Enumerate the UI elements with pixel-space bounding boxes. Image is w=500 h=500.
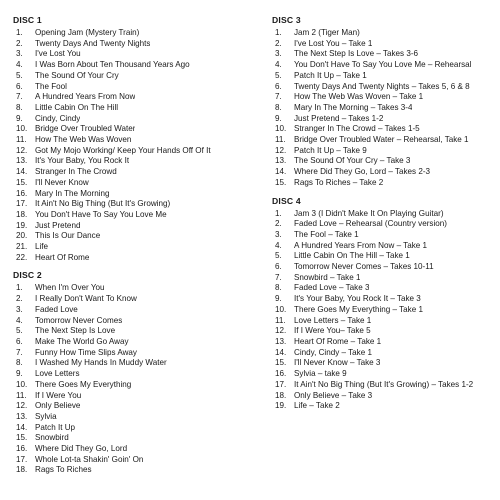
track-title: Faded Love – Take 3 [294,283,370,293]
track-title: Little Cabin On The Hill – Take 1 [294,251,410,261]
track-row [13,391,258,402]
disc-3-tracklist [272,28,500,189]
track-number: 21. [16,242,28,252]
track-row [13,337,258,348]
track-number: 15. [16,433,28,443]
track-number: 17. [16,199,28,209]
track-row [272,358,500,369]
track-row [272,262,500,273]
track-row [272,273,500,284]
track-title: Only Believe – Take 3 [294,390,373,400]
track-row [13,60,258,71]
track-number: 1. [16,28,23,37]
track-title: Where Did They Go, Lord – Takes 2-3 [294,167,431,177]
track-row [272,146,500,157]
track-number: 14. [16,422,28,432]
disc-3-section [272,15,500,189]
track-row [272,60,500,71]
track-row [13,423,258,434]
track-row [13,82,258,93]
track-number: 8. [16,102,23,112]
track-number: 17. [16,454,28,464]
track-row [13,444,258,455]
track-number: 14. [275,347,287,357]
track-title: Tomorrow Never Comes [35,315,123,325]
track-title: Patch It Up – Take 9 [294,145,367,155]
track-number: 3. [275,49,282,59]
track-row [272,39,500,50]
track-row [272,82,500,93]
track-number: 9. [275,113,282,123]
track-row [272,219,500,230]
track-number: 9. [16,369,23,379]
track-row [13,124,258,135]
track-title: Sylvia [35,411,57,421]
track-title: Bridge Over Troubled Water – Rehearsal, Take 1 [294,135,469,145]
track-row [13,167,258,178]
track-title: I'll Never Know [35,177,89,187]
right-column [272,15,500,419]
track-title: Patch It Up – Take 1 [294,70,367,80]
track-title: Rags To Riches [35,465,92,475]
track-number: 15. [16,177,28,187]
track-row [272,124,500,135]
track-row [272,209,500,220]
track-number: 6. [275,262,282,272]
track-row [13,178,258,189]
track-row [272,156,500,167]
disc-4-tracklist [272,209,500,412]
track-number: 9. [16,113,23,123]
track-title: Stranger In The Crowd – Takes 1-5 [294,124,420,134]
track-title: Only Believe [35,401,81,411]
track-title: You Don't Have To Say You Love Me – Rehearsal [294,60,472,70]
track-title: Just Pretend [35,220,81,230]
track-number: 15. [275,177,287,187]
track-title: You Don't Have To Say You Love Me [35,209,167,219]
track-number: 18. [16,465,28,475]
track-row [13,231,258,242]
track-row [13,316,258,327]
track-number: 11. [275,135,286,145]
track-title: Make The World Go Away [35,336,129,346]
disc-4-title: DISC 4 [272,195,301,206]
track-title: There Goes My Everything – Take 1 [294,304,423,314]
disc-1-tracklist [13,28,258,263]
track-number: 18. [16,209,28,219]
track-number: 3. [16,49,23,59]
track-title: Whole Lot-ta Shakin' Goin' On [35,454,144,464]
track-number: 7. [275,272,282,282]
track-title: The Sound Of Your Cry [35,70,119,80]
track-number: 18. [275,390,287,400]
track-title: Love Letters – Take 1 [294,315,372,325]
track-title: I'll Never Know – Take 3 [294,358,381,368]
track-number: 16. [16,444,28,454]
track-title: I Really Don't Want To Know [35,294,137,304]
track-title: I Washed My Hands In Muddy Water [35,358,167,368]
track-number: 15. [275,358,287,368]
track-title: Jam 3 (I Didn't Make It On Playing Guitar) [294,208,444,218]
track-number: 9. [275,294,282,304]
track-number: 10. [275,124,287,134]
track-title: Where Did They Go, Lord [35,444,128,454]
track-title: The Fool [35,81,67,91]
track-row [13,221,258,232]
track-title: Patch It Up [35,422,76,432]
disc-1-section [13,15,258,263]
track-title: Snowbird [35,433,69,443]
track-title: It Ain't No Big Thing (But It's Growing) – Takes 1-2 [294,379,474,389]
track-title: When I'm Over You [35,283,105,293]
track-title: The Next Step Is Love – Takes 3-6 [294,49,419,59]
track-title: Cindy, Cindy [35,113,81,123]
track-row [272,348,500,359]
track-row [13,401,258,412]
disc-3-title: DISC 3 [272,15,301,25]
track-row [13,189,258,200]
track-number: 10. [16,124,28,134]
track-number: 16. [275,369,287,379]
track-title: Opening Jam (Mystery Train) [35,28,140,37]
track-row [13,455,258,466]
track-number: 2. [16,294,23,304]
disc-4-section [272,196,500,412]
track-number: 13. [275,156,287,166]
track-number: 8. [275,283,282,293]
track-row [272,283,500,294]
track-row [272,337,500,348]
track-number: 8. [275,102,282,112]
track-row [272,103,500,114]
track-row [13,156,258,167]
track-row [13,49,258,60]
disc-2-title: DISC 2 [13,270,42,281]
track-number: 5. [16,326,23,336]
track-title: Got My Mojo Working/ Keep Your Hands Off Of It [35,145,211,155]
track-number: 13. [16,411,28,421]
track-row [272,92,500,103]
track-row [13,92,258,103]
track-number: 12. [275,326,287,336]
track-row [272,178,500,189]
track-row [272,380,500,391]
track-row [272,326,500,337]
track-number: 10. [275,304,287,314]
track-title: Little Cabin On The Hill [35,102,119,112]
track-number: 13. [16,156,28,166]
track-title: It's Your Baby, You Rock It – Take 3 [294,294,421,304]
track-title: The Next Step Is Love [35,326,116,336]
track-number: 4. [16,60,23,70]
track-number: 5. [16,70,23,80]
track-title: I Was Born About Ten Thousand Years Ago [35,60,190,70]
track-row [13,348,258,359]
track-title: Tomorrow Never Comes – Takes 10-11 [294,262,434,272]
track-title: A Hundred Years From Now – Take 1 [294,240,428,250]
track-number: 14. [275,167,287,177]
track-number: 1. [275,208,282,218]
disc-2-section [13,270,258,476]
track-title: Rags To Riches – Take 2 [294,177,384,187]
track-title: Mary In The Morning [35,188,110,198]
track-title: Funny How Time Slips Away [35,347,137,357]
track-number: 19. [16,220,28,230]
track-number: 22. [16,252,28,262]
track-title: If I Were You– Take 5 [294,326,371,336]
track-row [272,369,500,380]
track-title: Just Pretend – Takes 1-2 [294,113,384,123]
track-row [13,358,258,369]
track-title: Stranger In The Crowd [35,167,117,177]
track-title: Snowbird – Take 1 [294,272,361,282]
track-number: 17. [275,379,287,389]
track-row [272,167,500,178]
track-row [13,433,258,444]
track-row [272,49,500,60]
track-title: I've Lost You – Take 1 [294,38,373,48]
track-row [272,71,500,82]
track-row [13,326,258,337]
track-title: Twenty Days And Twenty Nights [35,38,151,48]
track-number: 12. [16,145,28,155]
track-row [13,465,258,476]
track-title: Life [35,242,49,252]
track-number: 5. [275,251,282,261]
track-number: 12. [16,401,28,411]
track-title: Mary In The Morning – Takes 3-4 [294,102,413,112]
track-title: Twenty Days And Twenty Nights – Takes 5, 6 & 8 [294,81,470,91]
disc-1-title: DISC 1 [13,15,42,25]
track-number: 11. [16,135,27,145]
track-number: 4. [275,60,282,70]
track-number: 8. [16,358,23,368]
track-title: Heart Of Rome [35,252,90,262]
track-row [272,294,500,305]
track-row [272,316,500,327]
track-row [13,253,258,264]
track-row [272,401,500,412]
track-title: The Fool – Take 1 [294,229,359,239]
track-number: 20. [16,231,28,241]
track-title: Love Letters [35,369,80,379]
track-number: 6. [16,81,23,91]
track-number: 6. [275,81,282,91]
track-row [13,242,258,253]
track-title: Bridge Over Troubled Water [35,124,136,134]
track-row [13,146,258,157]
track-number: 16. [16,188,28,198]
track-row [272,230,500,241]
track-title: If I Were You [35,390,82,400]
track-number: 7. [16,92,23,102]
track-row [272,114,500,125]
track-title: Jam 2 (Tiger Man) [294,28,360,37]
track-title: A Hundred Years From Now [35,92,136,102]
track-row [13,135,258,146]
track-number: 3. [16,304,23,314]
track-row [13,380,258,391]
track-title: This Is Our Dance [35,231,101,241]
track-number: 7. [275,92,282,102]
track-row [13,39,258,50]
track-number: 4. [16,315,23,325]
track-row [272,251,500,262]
track-row [272,135,500,146]
track-number: 1. [275,28,282,37]
left-column [13,15,258,483]
track-row [13,103,258,114]
track-title: The Sound Of Your Cry – Take 3 [294,156,411,166]
track-title: It's Your Baby, You Rock It [35,156,130,166]
track-row [13,199,258,210]
track-number: 2. [275,219,282,229]
track-number: 4. [275,240,282,250]
track-title: There Goes My Everything [35,379,132,389]
track-title: Life – Take 2 [294,401,340,411]
track-title: Cindy, Cindy – Take 1 [294,347,372,357]
track-number: 7. [16,347,23,357]
track-row [272,305,500,316]
track-number: 1. [16,283,23,293]
track-row [13,369,258,380]
track-row [272,391,500,402]
track-title: How The Web Was Woven [35,135,132,145]
track-number: 12. [275,145,287,155]
track-number: 11. [275,315,286,325]
track-row [272,28,500,39]
track-row [13,283,258,294]
track-number: 6. [16,336,23,346]
track-row [13,71,258,82]
track-title: Faded Love – Rehearsal (Country version) [294,219,447,229]
disc-2-tracklist [13,283,258,476]
track-title: I've Lost You [35,49,81,59]
track-number: 10. [16,379,28,389]
track-number: 3. [275,229,282,239]
track-number: 11. [16,390,27,400]
track-title: Heart Of Rome – Take 1 [294,336,382,346]
track-title: How The Web Was Woven – Take 1 [294,92,424,102]
track-title: Sylvia – take 9 [294,369,347,379]
track-row [13,114,258,125]
track-row [13,294,258,305]
track-number: 2. [275,38,282,48]
track-row [272,241,500,252]
track-row [13,210,258,221]
track-number: 13. [275,336,287,346]
track-row [13,412,258,423]
track-number: 2. [16,38,23,48]
track-number: 14. [16,167,28,177]
track-number: 5. [275,70,282,80]
track-title: It Ain't No Big Thing (But It's Growing) [35,199,171,209]
track-row [13,28,258,39]
track-title: Faded Love [35,304,78,314]
track-number: 19. [275,401,287,411]
track-row [13,305,258,316]
